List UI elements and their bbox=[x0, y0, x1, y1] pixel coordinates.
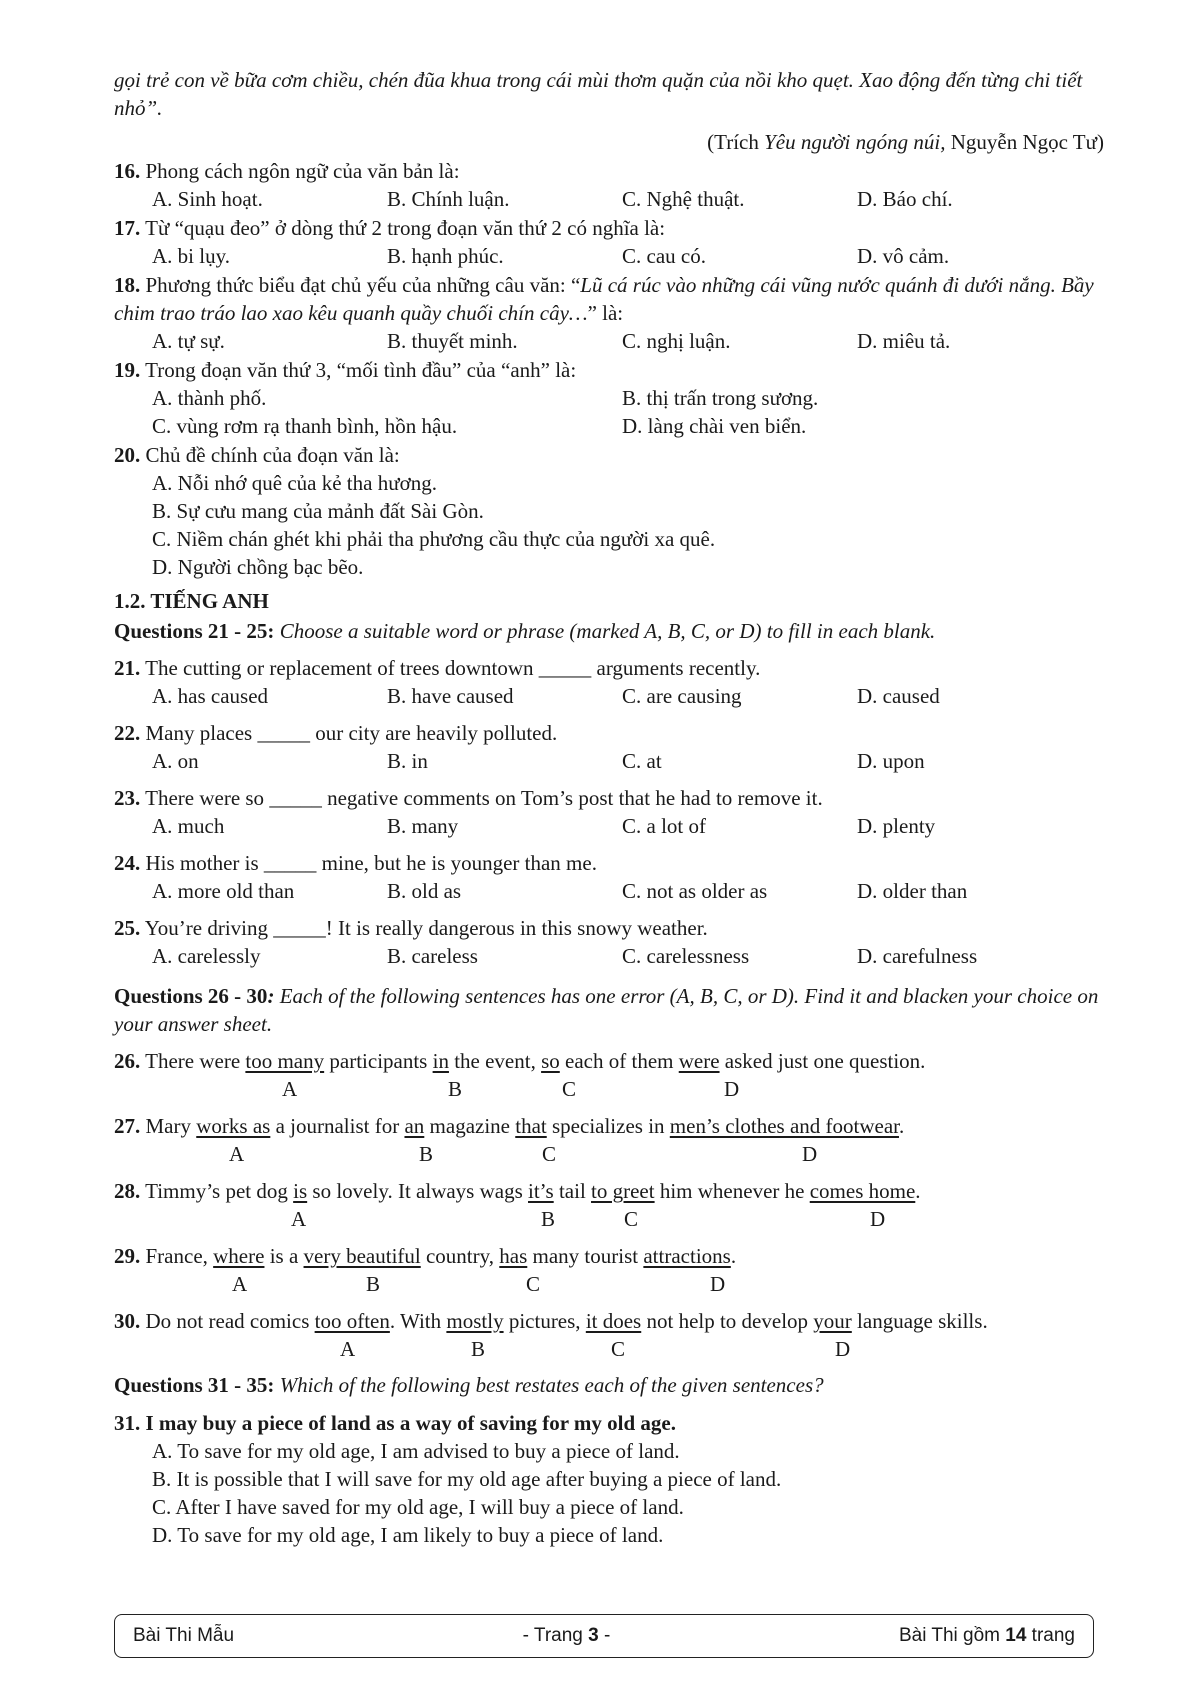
blank: _____ bbox=[269, 786, 322, 810]
letter-c: C bbox=[611, 1337, 626, 1361]
question-25: 25. You’re driving _____! It is really dangerous in this snowy weather. A. carelessly B. careless C. carelessness D. carefulness bbox=[114, 914, 1104, 970]
segment-d[interactable]: were bbox=[678, 1049, 720, 1073]
letter-b: B bbox=[471, 1337, 486, 1361]
segment-b[interactable]: mostly bbox=[446, 1309, 504, 1333]
question-29: 29. France, where is a very beautiful country, has many tourist attractions. A B C D bbox=[114, 1244, 737, 1296]
option-c[interactable]: C. nghị luận. bbox=[622, 329, 731, 353]
segment-d[interactable]: your bbox=[813, 1309, 852, 1333]
segment-d[interactable]: men’s clothes and footwear bbox=[669, 1114, 899, 1138]
option-b[interactable]: B. old as bbox=[387, 879, 462, 903]
option-d[interactable]: D. Báo chí. bbox=[857, 187, 953, 211]
letter-b: B bbox=[448, 1077, 463, 1101]
option-b[interactable]: B. thị trấn trong sương. bbox=[622, 386, 819, 410]
letter-a: A bbox=[232, 1272, 248, 1296]
option-d[interactable]: D. To save for my old age, I am likely to buy a piece of land. bbox=[152, 1523, 664, 1547]
source-title: Yêu người ngóng núi, bbox=[764, 130, 946, 154]
footer-total-pages: Bài Thi gồm 14 trang bbox=[898, 1625, 1075, 1646]
segment-b[interactable]: an bbox=[404, 1114, 425, 1138]
letter-b: B bbox=[541, 1207, 556, 1231]
blank: _____ bbox=[538, 656, 592, 680]
page-footer bbox=[114, 1614, 1094, 1658]
segment-d[interactable]: comes home bbox=[809, 1179, 916, 1203]
option-a[interactable]: A. thành phố. bbox=[152, 386, 267, 410]
letter-b: B bbox=[366, 1272, 381, 1296]
letter-d: D bbox=[870, 1207, 886, 1231]
option-b[interactable]: B. It is possible that I will save for my old age after buying a piece of land. bbox=[152, 1467, 782, 1491]
option-d[interactable]: D. carefulness bbox=[857, 944, 978, 968]
option-a[interactable]: A. has caused bbox=[152, 684, 269, 708]
option-a[interactable]: A. more old than bbox=[152, 879, 295, 903]
option-d[interactable]: D. older than bbox=[857, 879, 968, 903]
segment-c[interactable]: it does bbox=[585, 1309, 642, 1333]
option-d[interactable]: D. upon bbox=[857, 749, 925, 773]
question-27: 27. Mary works as a journalist for an magazine that specializes in men’s clothes and footwear. A B C D bbox=[114, 1114, 905, 1166]
option-b[interactable]: B. thuyết minh. bbox=[387, 329, 518, 353]
segment-b[interactable]: very beautiful bbox=[303, 1244, 421, 1268]
segment-c[interactable]: has bbox=[499, 1244, 528, 1268]
section-title: 1.2. TIẾNG ANH bbox=[114, 589, 269, 613]
segment-a[interactable]: too many bbox=[245, 1049, 325, 1073]
option-a[interactable]: A. carelessly bbox=[152, 944, 261, 968]
question-19: 19. Trong đoạn văn thứ 3, “mối tình đầu” của “anh” là: A. thành phố. B. thị trấn trong sương. C. vùng rơm rạ thanh bình, hồn hậu. D. làng chài ven biển. bbox=[114, 356, 1104, 440]
letter-c: C bbox=[624, 1207, 639, 1231]
segment-d[interactable]: attractions bbox=[643, 1244, 731, 1268]
letter-a: A bbox=[340, 1337, 356, 1361]
option-c[interactable]: C. are causing bbox=[622, 684, 742, 708]
option-a[interactable]: A. bi lụy. bbox=[152, 244, 230, 268]
option-b[interactable]: B. careless bbox=[387, 944, 478, 968]
segment-a[interactable]: too often bbox=[314, 1309, 390, 1333]
option-b[interactable]: B. hạnh phúc. bbox=[387, 244, 504, 268]
blank: _____ bbox=[257, 721, 310, 745]
footer-exam-label: Bài Thi Mẫu bbox=[133, 1625, 235, 1646]
segment-a[interactable]: is bbox=[293, 1179, 308, 1203]
option-c[interactable]: C. After I have saved for my old age, I will buy a piece of land. bbox=[152, 1495, 684, 1519]
option-c[interactable]: C. Niềm chán ghét khi phải tha phương cầu thực của người xa quê. bbox=[152, 527, 716, 551]
blank: _____ bbox=[273, 916, 326, 940]
segment-c[interactable]: so bbox=[541, 1049, 560, 1073]
question-31: 31. I may buy a piece of land as a way of saving for my old age. A. To save for my old age, I am advised to buy a piece of land. B. It is possible that I will save for my old age after buying a piece of land. C. After I have saved for my old age, I will buy a piece of land. D. To save for my old age, I am likely to buy a piece of land. bbox=[114, 1409, 1104, 1549]
question-21: 21. The cutting or replacement of trees downtown _____ arguments recently. A. has caused B. have caused C. are causing D. caused bbox=[114, 654, 1104, 710]
option-c[interactable]: C. a lot of bbox=[622, 814, 706, 838]
segment-b[interactable]: in bbox=[432, 1049, 449, 1073]
passage-source: (Trích Yêu người ngóng núi, Nguyễn Ngọc Tư) bbox=[707, 130, 1104, 154]
option-b[interactable]: B. have caused bbox=[387, 684, 514, 708]
instructions-31-35: Questions 31 - 35: Which of the following best restates each of the given sentences? bbox=[114, 1373, 824, 1397]
question-16: 16. Phong cách ngôn ngữ của văn bản là: A. Sinh hoạt. B. Chính luận. C. Nghệ thuật. D. Báo chí. bbox=[114, 157, 1104, 213]
question-24: 24. His mother is _____ mine, but he is younger than me. A. more old than B. old as C. not as older as D. older than bbox=[114, 849, 1104, 905]
option-b[interactable]: B. many bbox=[387, 814, 459, 838]
letter-c: C bbox=[542, 1142, 557, 1166]
question-26: 26. There were too many participants in the event, so each of them were asked just one question. A B C D bbox=[114, 1049, 926, 1101]
question-30: 30. Do not read comics too often. With mostly pictures, it does not help to develop your language skills. A B C D bbox=[114, 1309, 988, 1361]
segment-b[interactable]: it’s bbox=[528, 1179, 554, 1203]
letter-d: D bbox=[724, 1077, 740, 1101]
option-c[interactable]: C. cau có. bbox=[622, 244, 706, 268]
question-20: 20. Chủ đề chính của đoạn văn là: A. Nỗi nhớ quê của kẻ tha hương. B. Sự cưu mang của mảnh đất Sài Gòn. C. Niềm chán ghét khi phải tha phương cầu thực của người xa quê. D. Người chồng bạc bẽo. bbox=[114, 441, 1104, 581]
question-22: 22. Many places _____ our city are heavily polluted. A. on B. in C. at D. upon bbox=[114, 719, 1104, 775]
option-b[interactable]: B. in bbox=[387, 749, 428, 773]
instructions-26-30: Questions 26 - 30: Each of the following sentences has one error (A, B, C, or D). Find it and blacken your choice on your answer sheet. bbox=[114, 984, 1099, 1036]
blank: _____ bbox=[263, 851, 317, 875]
option-c[interactable]: C. not as older as bbox=[622, 879, 768, 903]
question-17: 17. Từ “quạu đeo” ở dòng thứ 2 trong đoạn văn thứ 2 có nghĩa là: A. bi lụy. B. hạnh phúc. C. cau có. D. vô cảm. bbox=[114, 214, 1104, 270]
question-18: 18. Phương thức biểu đạt chủ yếu của những câu văn: “Lũ cá rúc vào những cái vũng nước quánh đi dưới nắng. Bầy chim trao tráo lao xao kêu quanh quầy chuối chín cây…” là: A. tự sự. B. thuyết minh. C. nghị luận. D. miêu tả. bbox=[114, 273, 1094, 353]
segment-c[interactable]: to greet bbox=[591, 1179, 655, 1203]
question-23: 23. There were so _____ negative comments on Tom’s post that he had to remove it. A. much B. many C. a lot of D. plenty bbox=[114, 784, 1104, 840]
letter-d: D bbox=[710, 1272, 726, 1296]
segment-a[interactable]: works as bbox=[196, 1114, 271, 1138]
option-a[interactable]: A. tự sự. bbox=[152, 329, 225, 353]
option-d[interactable]: D. plenty bbox=[857, 814, 936, 838]
option-a[interactable]: A. much bbox=[152, 814, 225, 838]
exam-page bbox=[114, 66, 1104, 1549]
passage-tail: gọi trẻ con về bữa cơm chiều, chén đũa khua trong cái mùi thơm quặn của nồi kho quẹt. Xao động đến từng chi tiết nhỏ”. bbox=[114, 68, 1083, 120]
letter-b: B bbox=[419, 1142, 434, 1166]
option-a[interactable]: A. on bbox=[152, 749, 199, 773]
instructions-21-25: Questions 21 - 25: Choose a suitable word or phrase (marked A, B, C, or D) to fill in each blank. bbox=[114, 619, 936, 643]
letter-c: C bbox=[562, 1077, 577, 1101]
footer-page-number: - Trang 3 - bbox=[522, 1625, 611, 1646]
option-d[interactable]: D. miêu tả. bbox=[857, 329, 951, 353]
source-author: Nguyễn Ngọc Tư) bbox=[945, 130, 1104, 154]
segment-c[interactable]: that bbox=[515, 1114, 547, 1138]
option-d[interactable]: D. caused bbox=[857, 684, 940, 708]
option-b[interactable]: B. Sự cưu mang của mảnh đất Sài Gòn. bbox=[152, 499, 484, 523]
option-c[interactable]: C. vùng rơm rạ thanh bình, hồn hậu. bbox=[152, 414, 458, 438]
letter-a: A bbox=[282, 1077, 298, 1101]
letter-d: D bbox=[835, 1337, 851, 1361]
question-28: 28. Timmy’s pet dog is so lovely. It always wags it’s tail to greet him whenever he comes home. A B C D bbox=[114, 1179, 921, 1231]
option-c[interactable]: C. Nghệ thuật. bbox=[622, 187, 745, 211]
segment-a[interactable]: where bbox=[213, 1244, 265, 1268]
option-a[interactable]: A. Sinh hoạt. bbox=[152, 187, 263, 211]
option-c[interactable]: C. carelessness bbox=[622, 944, 750, 968]
option-d[interactable]: D. làng chài ven biển. bbox=[622, 414, 807, 438]
option-d[interactable]: D. vô cảm. bbox=[857, 244, 950, 268]
option-a[interactable]: A. Nỗi nhớ quê của kẻ tha hương. bbox=[152, 471, 437, 495]
option-b[interactable]: B. Chính luận. bbox=[387, 187, 510, 211]
letter-a: A bbox=[291, 1207, 307, 1231]
letter-d: D bbox=[802, 1142, 818, 1166]
option-c[interactable]: C. at bbox=[622, 749, 662, 773]
letter-c: C bbox=[526, 1272, 541, 1296]
letter-a: A bbox=[229, 1142, 245, 1166]
option-a[interactable]: A. To save for my old age, I am advised to buy a piece of land. bbox=[152, 1439, 680, 1463]
option-d[interactable]: D. Người chồng bạc bẽo. bbox=[152, 555, 364, 579]
